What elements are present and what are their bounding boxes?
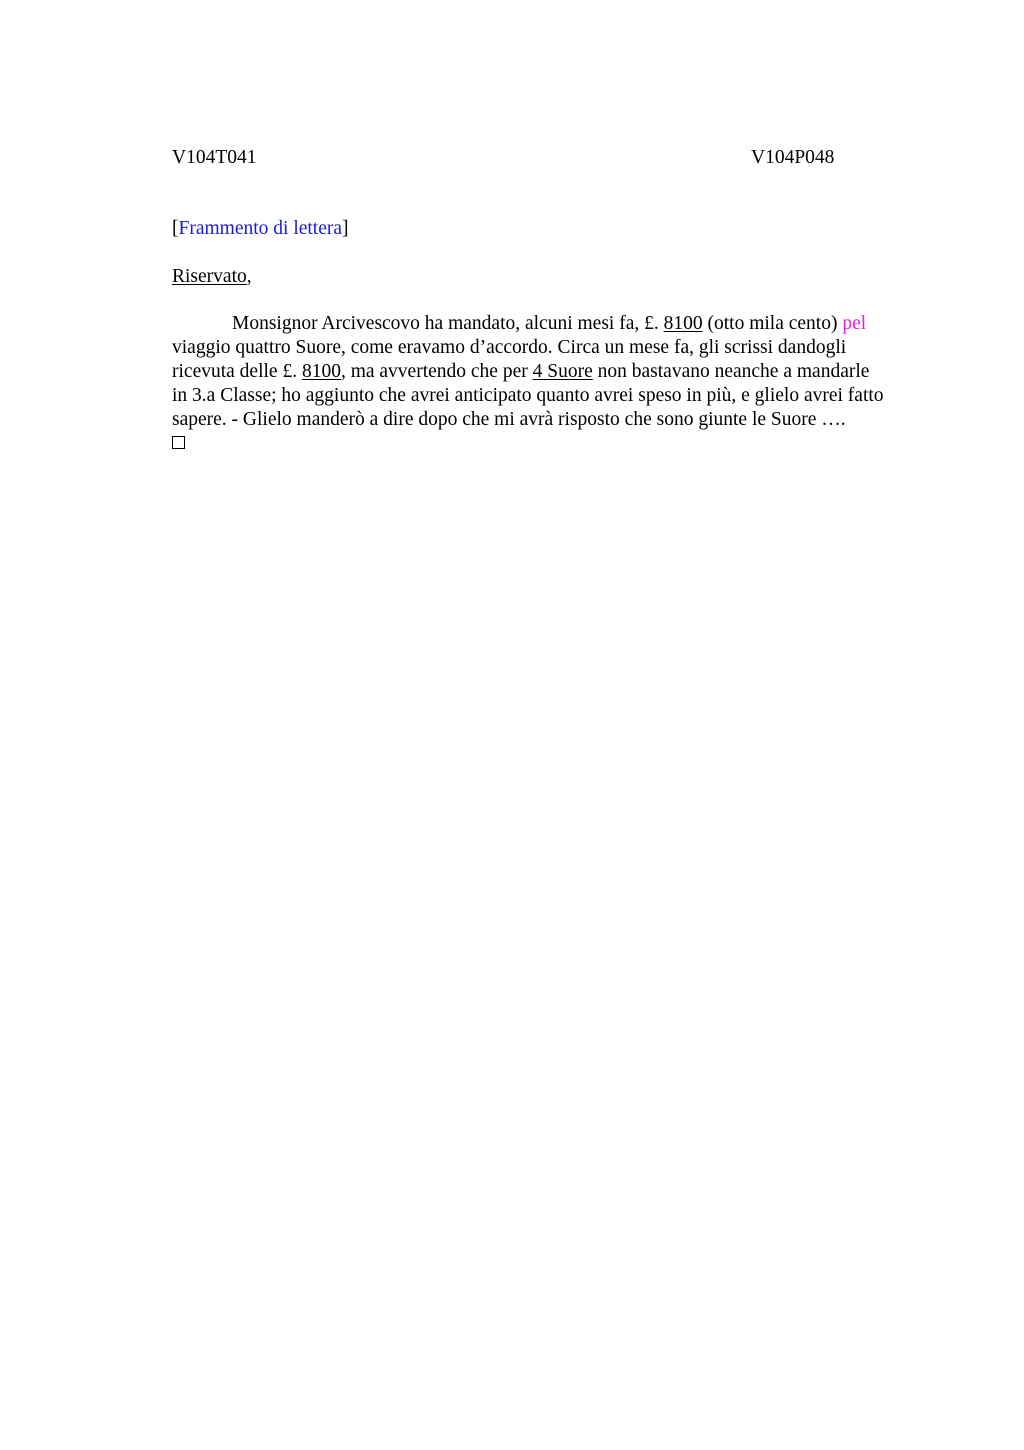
body-line-2: viaggio quattro Suore, come eravamo d’accordo. Circa un mese fa, gli scrissi dandogli (172, 337, 847, 358)
title-text: Frammento di lettera (178, 218, 343, 239)
end-square-icon (172, 436, 185, 449)
body-line-1 (172, 312, 972, 336)
salutation (172, 265, 252, 289)
body-line-5: sapere. - Glielo manderò a dire dopo che mi avrà risposto che sono giunte le Suore …. (172, 409, 846, 430)
title-close-bracket: ] (342, 218, 349, 239)
body-line-4: in 3.a Classe; ho aggiunto che avrei anticipato quanto avrei speso in più, e glielo avrei fatto (172, 385, 884, 406)
body-text: (otto mila cento) (702, 313, 843, 334)
document-code-left: V104T041 (172, 147, 257, 168)
amount-underlined: 8100 (663, 313, 703, 334)
title-open-bracket: [ (172, 218, 179, 239)
body-line-3 (172, 360, 972, 384)
amount-underlined: 8100 (301, 361, 341, 382)
nuns-underlined: 4 Suore (532, 361, 593, 382)
body-text: , ma avvertendo che per (340, 361, 533, 382)
salutation-punct: , (246, 266, 252, 287)
highlighted-word: pel (842, 313, 867, 334)
document-code-right: V104P048 (751, 147, 835, 168)
body-text: Monsignor Arcivescovo ha mandato, alcuni mesi fa, £. (232, 313, 664, 334)
salutation-word: Riservato (172, 266, 247, 287)
body-text: non bastavano neanche a mandarle (592, 361, 870, 382)
letter-body (172, 312, 972, 432)
document-title (172, 217, 349, 241)
body-text: ricevuta delle £. (172, 361, 302, 382)
